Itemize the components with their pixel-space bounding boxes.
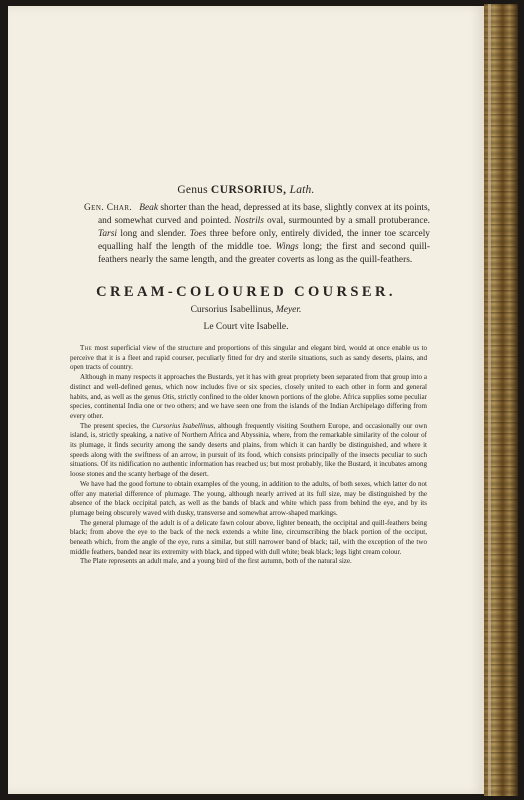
tarsi-text: long and slender.	[116, 228, 190, 239]
gen-char-label: Gen. Char.	[84, 203, 133, 213]
body-lead-word: The	[80, 344, 93, 352]
body-paragraph-5: The general plumage of the adult is of a delicate fawn colour above, lighter beneath, the occipital and quill-feathers being black; from above the eye to the back of the neck extends a white line, circumscribing the black portion of the occiput, beneath which, from the angle of the eye, runs a similar, but still narrower band of black; tail, with the exception of the two middle feathers, banded near its extremity with black, and tipped with dull white; beak black; legs light cream colour.	[70, 518, 427, 556]
french-name: Le Court vite Isabelle.	[203, 322, 289, 332]
toes-label: Toes	[189, 228, 207, 239]
tarsi-label: Tarsi	[98, 228, 117, 239]
body-paragraph-2	[70, 373, 427, 422]
body-p2-a: Although in many respects it approaches the Bustards, yet it has with great propriety been separated from that group into a distinct and well-defined genus, which now includes five or six species, closely united to each other in form and general habits, and, as well as the genus	[70, 373, 427, 401]
toes-text: three before only, entirely divided, the inner toe scarcely equalling half the length of the middle toe.	[98, 228, 430, 252]
latin-name-authority: Meyer.	[275, 305, 302, 315]
latin-name-text: Cursorius Isabellinus,	[190, 305, 276, 315]
body-p2-otis: Otis	[162, 392, 175, 401]
body-text	[70, 344, 427, 567]
wings-text: long; the first and second quill-feathers nearly the same length, and the greater coverts as long as the quill-feathers.	[98, 241, 430, 265]
body-paragraph-3	[70, 422, 427, 480]
nostrils-label: Nostrils	[234, 215, 264, 226]
body-p3-b: , although frequently visiting Southern Europe, and occasionally our own island, is, strictly speaking, a native of Northern Africa and Abyssinia, where, from the remarkable similarity of the colour of its plumage, it finds security among the sandy deserts and plains, from which it can hardly be distinguished, and where it speeds along with the swiftness of an arrow, in pursuit of its food, which consists principally of the insects peculiar to such situations. Of its nidification no authentic information has reached us; but most probably, like the Bustard, it incubates among loose stones and the scanty herbage of the desert.	[70, 421, 427, 479]
beak-label: Beak	[139, 203, 159, 213]
wings-label: Wings	[275, 241, 299, 252]
body-paragraph-6: The Plate represents an adult male, and a young bird of the first autumn, both of the natural size.	[80, 557, 352, 566]
genus-heading	[8, 184, 484, 196]
body-p3-a: The present species, the	[80, 421, 152, 430]
book-page	[8, 6, 484, 794]
body-p3-latin: Cursorius Isabellinus	[151, 421, 214, 430]
genus-name: CURSORIUS,	[210, 184, 287, 196]
nostrils-text: oval, surmounted by a small protuberance.	[263, 215, 431, 226]
latin-name	[8, 305, 484, 315]
generic-characters-paragraph	[84, 202, 430, 267]
genus-authority: Lath.	[289, 184, 315, 196]
beak-text: shorter than the head, depressed at its base, slightly convex at its points, and somewhat curved and pointed.	[98, 203, 430, 226]
body-p2-b: , strictly confined to the older known portions of the globe. Africa supplies some peculiar species, continental India one or two others; and we have seen one from the islands of the Indian Archipelago differing from every other.	[70, 392, 427, 420]
species-title: CREAM-COLOURED COURSER.	[96, 284, 396, 300]
body-p1-text: most superficial view of the structure and proportions of this singular and elegant bird, would at once enable us to perceive that it is a fleet and rapid courser, peculiarly fitted for dry and sterile situations, such as sandy deserts, plains, and open tracts of country.	[70, 344, 427, 372]
body-paragraph-4: We have had the good fortune to obtain examples of the young, in addition to the adults, of both sexes, which latter do not offer any material difference of plumage. The young, although nearly arrived at its full size, may be distinguished by the absence of the black occipital patch, as well as the bands of black and white which pass from behind the eye, and by its plumage being obscurely waved with dusky, transverse and somewhat arrow-shaped markings.	[70, 479, 427, 517]
body-paragraph-1	[70, 344, 427, 373]
genus-prefix: Genus	[177, 184, 211, 196]
generic-characters	[84, 202, 430, 267]
page-edge-highlight	[488, 4, 491, 796]
